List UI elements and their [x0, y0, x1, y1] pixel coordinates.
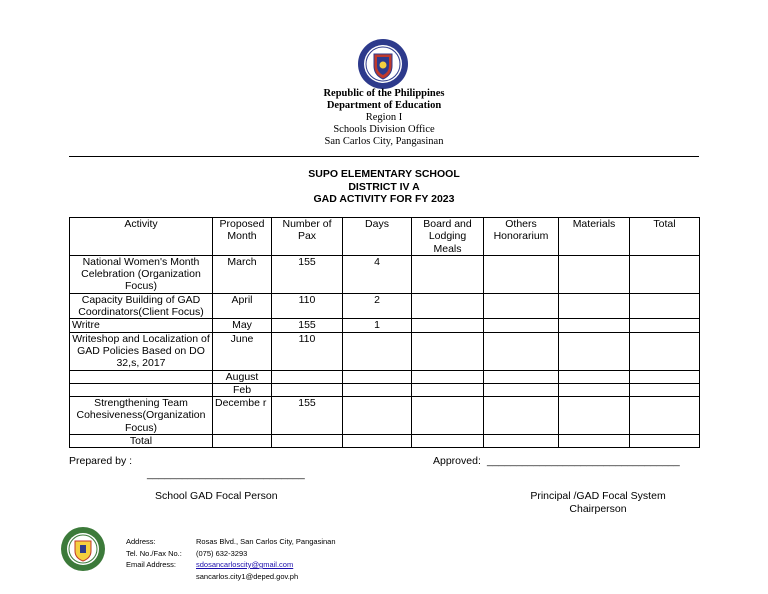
- cell-materials: [559, 319, 630, 332]
- cell-board-lodging: [412, 397, 484, 435]
- cell-honorarium: [484, 370, 559, 383]
- cell-board-lodging: [412, 293, 484, 319]
- cell-honorarium: [484, 255, 559, 293]
- cell-materials: [559, 370, 630, 383]
- cell-materials: [559, 293, 630, 319]
- cell-activity: [70, 370, 213, 383]
- cell-days: [343, 383, 412, 396]
- header-division: Schools Division Office: [333, 124, 435, 135]
- cell-days: 1: [343, 319, 412, 332]
- cell-board-lodging: [412, 255, 484, 293]
- header-department: Department of Education: [326, 100, 442, 111]
- approved-role: [518, 490, 678, 516]
- cell-month: Decembe r: [213, 397, 272, 435]
- cell-board-lodging: [412, 370, 484, 383]
- cell-materials: [559, 255, 630, 293]
- cell-pax: 110: [272, 332, 343, 370]
- cell-month: March: [213, 255, 272, 293]
- column-header-honorarium: Others Honorarium: [484, 218, 559, 256]
- cell-activity: Writre: [70, 319, 213, 332]
- cell-activity: Capacity Building of GAD Coordinators(Client Focus): [70, 293, 213, 319]
- cell-days: 4: [343, 255, 412, 293]
- column-header-pax: Number of Pax: [272, 218, 343, 256]
- cell-days: [343, 370, 412, 383]
- approved-role-line1: Principal /GAD Focal System: [530, 490, 666, 502]
- activity-title: GAD ACTIVITY FOR FY 2023: [313, 193, 455, 205]
- cell-total: [630, 255, 700, 293]
- cell-board-lodging: [412, 383, 484, 396]
- header-divider: [69, 156, 699, 157]
- address-value: Rosas Blvd., San Carlos City, Pangasinan: [196, 537, 336, 546]
- cell-month: [213, 435, 272, 448]
- table-total-row: [70, 435, 700, 448]
- sdo-seal-logo: [60, 526, 106, 572]
- cell-pax: 110: [272, 293, 343, 319]
- cell-activity: Strengthening Team Cohesiveness(Organization Focus): [70, 397, 213, 435]
- cell-materials: [559, 435, 630, 448]
- footer-email: [126, 559, 336, 571]
- cell-days: 2: [343, 293, 412, 319]
- cell-board-lodging: [412, 332, 484, 370]
- table-row: [70, 332, 700, 370]
- table-row: [70, 255, 700, 293]
- cell-total: [630, 397, 700, 435]
- table-row: [70, 370, 700, 383]
- cell-materials: [559, 332, 630, 370]
- document-title: [234, 168, 534, 206]
- cell-pax: [272, 435, 343, 448]
- email-value-alt: sancarlos.city1@deped.gov.ph: [196, 571, 299, 581]
- table-row: [70, 397, 700, 435]
- cell-month: Feb: [213, 383, 272, 396]
- school-name: SUPO ELEMENTARY SCHOOL: [308, 168, 460, 180]
- cell-total: [630, 370, 700, 383]
- cell-activity: National Women's Month Celebration (Organization Focus): [70, 255, 213, 293]
- column-header-materials: Materials: [559, 218, 630, 256]
- address-label: Address:: [126, 537, 156, 546]
- cell-pax: [272, 370, 343, 383]
- table-row: [70, 293, 700, 319]
- cell-honorarium: [484, 319, 559, 332]
- approved-role-line2: Chairperson: [569, 503, 627, 515]
- cell-pax: 155: [272, 255, 343, 293]
- cell-total: [630, 332, 700, 370]
- approved-label: Approved:: [433, 455, 481, 467]
- table-row: [70, 383, 700, 396]
- footer-address: [126, 536, 336, 548]
- cell-days: [343, 332, 412, 370]
- cell-days: [343, 397, 412, 435]
- cell-activity: [70, 383, 213, 396]
- header-city: San Carlos City, Pangasinan: [324, 136, 444, 147]
- email-link[interactable]: sdosancarloscity@gmail.com: [196, 560, 294, 569]
- table-row: [70, 319, 700, 332]
- cell-honorarium: [484, 435, 559, 448]
- cell-pax: [272, 383, 343, 396]
- prepared-by-signature-line: ___________________________: [147, 468, 305, 480]
- cell-honorarium: [484, 332, 559, 370]
- column-header-days: Days: [343, 218, 412, 256]
- column-header-activity: Activity: [70, 218, 213, 256]
- cell-activity: Writeshop and Localization of GAD Policies Based on DO 32,s, 2017: [70, 332, 213, 370]
- cell-total: [630, 293, 700, 319]
- cell-materials: [559, 383, 630, 396]
- prepared-by-label: Prepared by :: [69, 455, 133, 467]
- tel-label: Tel. No./Fax No.:: [126, 548, 182, 558]
- cell-total: [630, 319, 700, 332]
- cell-total: [630, 383, 700, 396]
- cell-honorarium: [484, 383, 559, 396]
- approved-signature-line: _________________________________: [487, 455, 680, 467]
- district-name: DISTRICT IV A: [348, 180, 420, 193]
- cell-honorarium: [484, 397, 559, 435]
- cell-month: April: [213, 293, 272, 319]
- cell-board-lodging: [412, 319, 484, 332]
- cell-board-lodging: [412, 435, 484, 448]
- cell-materials: [559, 397, 630, 435]
- cell-days: [343, 435, 412, 448]
- prepared-by-role: School GAD Focal Person: [155, 490, 278, 502]
- email-label: Email Address:: [126, 560, 177, 569]
- footer-contact: [126, 536, 336, 582]
- column-header-board-lodging: Board and Lodging Meals: [412, 218, 484, 256]
- letterhead: [234, 88, 534, 148]
- column-header-total: Total: [630, 218, 700, 256]
- cell-total: [630, 435, 700, 448]
- header-republic: Republic of the Philippines: [323, 88, 445, 99]
- cell-pax: 155: [272, 397, 343, 435]
- total-label: Total: [70, 435, 213, 448]
- table-header-row: [70, 218, 700, 256]
- cell-month: May: [213, 319, 272, 332]
- cell-month: August: [213, 370, 272, 383]
- header-region: Region I: [365, 112, 403, 123]
- tel-value: (075) 632-3293: [196, 548, 248, 558]
- cell-pax: 155: [272, 319, 343, 332]
- column-header-month: Proposed Month: [213, 218, 272, 256]
- cell-month: June: [213, 332, 272, 370]
- gad-activity-table: [69, 217, 700, 448]
- footer-telephone: [126, 548, 336, 560]
- footer-email-alt: [126, 571, 336, 583]
- cell-honorarium: [484, 293, 559, 319]
- deped-seal-logo: [357, 38, 409, 90]
